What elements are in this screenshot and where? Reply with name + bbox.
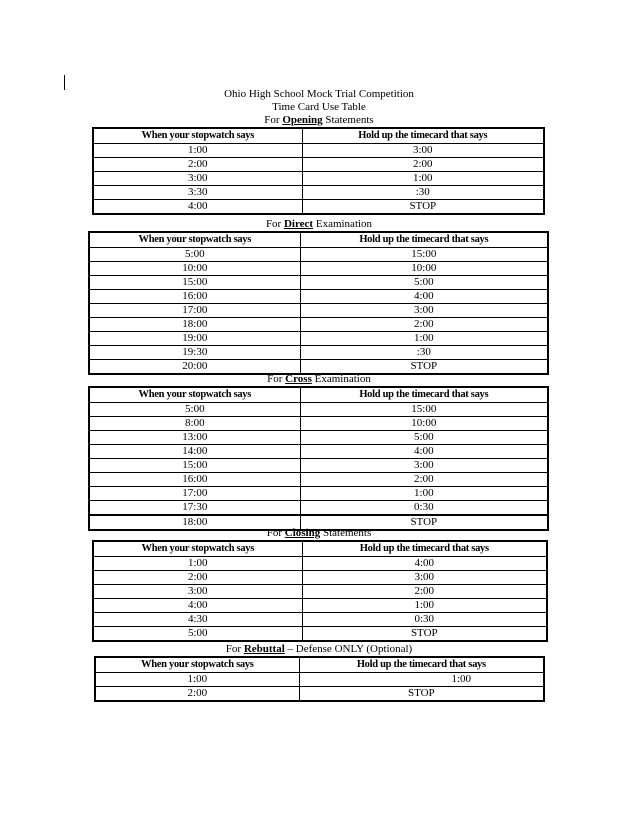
stopwatch-cell: 1:00 bbox=[93, 557, 302, 571]
table-row bbox=[93, 571, 547, 585]
stopwatch-cell: 1:00 bbox=[95, 673, 299, 687]
timecard-cell: STOP bbox=[302, 200, 544, 215]
timecard-cell: 4:00 bbox=[300, 445, 548, 459]
table-row bbox=[93, 585, 547, 599]
timecard-cell: STOP bbox=[300, 515, 548, 530]
section-keyword: Rebuttal bbox=[243, 643, 285, 655]
timecard-cell: 1:00 bbox=[302, 172, 544, 186]
timecard-cell: 1:00 bbox=[300, 332, 548, 346]
table-row bbox=[89, 346, 548, 360]
table-row bbox=[89, 262, 548, 276]
stopwatch-cell: 16:00 bbox=[89, 290, 300, 304]
timecard-cell: 10:00 bbox=[300, 417, 548, 431]
timecard-cell: 0:30 bbox=[300, 501, 548, 516]
table-header-row bbox=[93, 541, 547, 557]
table-row bbox=[89, 304, 548, 318]
table-row bbox=[93, 557, 547, 571]
timecard-cell: 5:00 bbox=[300, 276, 548, 290]
section-title-rebuttal bbox=[0, 643, 638, 655]
table-header-row bbox=[89, 387, 548, 403]
document-header bbox=[0, 88, 638, 114]
title-line-1: Ohio High School Mock Trial Competition bbox=[224, 88, 414, 100]
section-prefix: For bbox=[264, 114, 283, 126]
timecard-cell: 4:00 bbox=[300, 290, 548, 304]
section-title-opening bbox=[0, 114, 638, 126]
table-row bbox=[93, 158, 544, 172]
table-row bbox=[89, 332, 548, 346]
stopwatch-cell: 3:00 bbox=[93, 172, 302, 186]
table-row bbox=[89, 276, 548, 290]
section-prefix: For bbox=[265, 218, 284, 230]
table-row bbox=[89, 473, 548, 487]
table-row bbox=[95, 673, 544, 687]
stopwatch-cell: 3:00 bbox=[93, 585, 302, 599]
column-header-timecard: Hold up the timecard that says bbox=[299, 657, 544, 673]
table-row bbox=[93, 172, 544, 186]
table-row bbox=[89, 290, 548, 304]
stopwatch-cell: 4:00 bbox=[93, 200, 302, 215]
table-row bbox=[89, 318, 548, 332]
column-header-timecard: Hold up the timecard that says bbox=[300, 387, 548, 403]
opening-table bbox=[92, 127, 545, 215]
table-row bbox=[93, 186, 544, 200]
stopwatch-cell: 17:00 bbox=[89, 304, 300, 318]
timecard-cell: STOP bbox=[302, 627, 547, 642]
timecard-cell: 5:00 bbox=[300, 431, 548, 445]
rebuttal-table bbox=[94, 656, 545, 702]
stopwatch-cell: 10:00 bbox=[89, 262, 300, 276]
direct-table bbox=[88, 231, 549, 375]
section-prefix: For bbox=[266, 527, 285, 539]
stopwatch-cell: 5:00 bbox=[93, 627, 302, 642]
timecard-cell: STOP bbox=[300, 360, 548, 375]
stopwatch-cell: 5:00 bbox=[89, 248, 300, 262]
column-header-stopwatch: When your stopwatch says bbox=[95, 657, 299, 673]
closing-table bbox=[92, 540, 548, 642]
section-prefix: For bbox=[267, 373, 286, 385]
stopwatch-cell: 19:30 bbox=[89, 346, 300, 360]
section-keyword: Opening bbox=[282, 114, 323, 126]
table-header-row bbox=[93, 128, 544, 144]
stopwatch-cell: 20:00 bbox=[89, 360, 300, 375]
stopwatch-cell: 2:00 bbox=[93, 571, 302, 585]
stopwatch-cell: 17:30 bbox=[89, 501, 300, 516]
timecard-cell: 3:00 bbox=[300, 459, 548, 473]
timecard-cell: 15:00 bbox=[300, 403, 548, 417]
table-row bbox=[93, 613, 547, 627]
column-header-timecard: Hold up the timecard that says bbox=[302, 128, 544, 144]
table-row bbox=[93, 144, 544, 158]
section-prefix: For bbox=[225, 643, 244, 655]
stopwatch-cell: 19:00 bbox=[89, 332, 300, 346]
timecard-cell: 2:00 bbox=[300, 473, 548, 487]
table-header-row bbox=[95, 657, 544, 673]
table-row bbox=[93, 200, 544, 215]
table-row bbox=[89, 431, 548, 445]
timecard-cell: 3:00 bbox=[302, 144, 544, 158]
stopwatch-cell: 15:00 bbox=[89, 276, 300, 290]
timecard-cell: 3:00 bbox=[300, 304, 548, 318]
stopwatch-cell: 4:30 bbox=[93, 613, 302, 627]
timecard-cell: :30 bbox=[300, 346, 548, 360]
section-suffix: – Defense ONLY (Optional) bbox=[284, 643, 413, 655]
timecard-cell: 1:00 bbox=[299, 673, 544, 687]
stopwatch-cell: 14:00 bbox=[89, 445, 300, 459]
title-line-2: Time Card Use Table bbox=[272, 101, 366, 113]
section-title-direct bbox=[0, 218, 638, 230]
column-header-stopwatch: When your stopwatch says bbox=[89, 232, 300, 248]
section-suffix: Statements bbox=[322, 114, 374, 126]
timecard-cell: 2:00 bbox=[302, 158, 544, 172]
column-header-stopwatch: When your stopwatch says bbox=[93, 541, 302, 557]
timecard-cell: 2:00 bbox=[302, 585, 547, 599]
table-row bbox=[89, 501, 548, 516]
stopwatch-cell: 4:00 bbox=[93, 599, 302, 613]
timecard-cell: 0:30 bbox=[302, 613, 547, 627]
section-suffix: Examination bbox=[311, 373, 371, 385]
section-suffix: Examination bbox=[313, 218, 373, 230]
table-row bbox=[89, 360, 548, 375]
stopwatch-cell: 2:00 bbox=[93, 158, 302, 172]
table-row bbox=[95, 687, 544, 702]
column-header-stopwatch: When your stopwatch says bbox=[93, 128, 302, 144]
stopwatch-cell: 18:00 bbox=[89, 515, 300, 530]
section-keyword: Direct bbox=[283, 218, 314, 230]
section-title-closing bbox=[0, 527, 638, 539]
timecard-cell: :30 bbox=[302, 186, 544, 200]
timecard-cell: 1:00 bbox=[300, 487, 548, 501]
stopwatch-cell: 1:00 bbox=[93, 144, 302, 158]
section-title-cross bbox=[0, 373, 638, 385]
table-header-row bbox=[89, 232, 548, 248]
table-row bbox=[89, 417, 548, 431]
stopwatch-cell: 3:30 bbox=[93, 186, 302, 200]
timecard-cell: 3:00 bbox=[302, 571, 547, 585]
column-header-stopwatch: When your stopwatch says bbox=[89, 387, 300, 403]
stopwatch-cell: 5:00 bbox=[89, 403, 300, 417]
stopwatch-cell: 17:00 bbox=[89, 487, 300, 501]
table-row bbox=[89, 445, 548, 459]
section-keyword: Closing bbox=[284, 527, 321, 539]
section-keyword: Cross bbox=[285, 373, 312, 385]
stopwatch-cell: 16:00 bbox=[89, 473, 300, 487]
column-header-timecard: Hold up the timecard that says bbox=[300, 232, 548, 248]
section-suffix: Statements bbox=[320, 527, 372, 539]
timecard-cell: 2:00 bbox=[300, 318, 548, 332]
stopwatch-cell: 13:00 bbox=[89, 431, 300, 445]
timecard-cell: 1:00 bbox=[302, 599, 547, 613]
table-row bbox=[89, 459, 548, 473]
timecard-cell: 4:00 bbox=[302, 557, 547, 571]
stopwatch-cell: 2:00 bbox=[95, 687, 299, 702]
cross-table bbox=[88, 386, 549, 531]
stopwatch-cell: 18:00 bbox=[89, 318, 300, 332]
timecard-cell: 10:00 bbox=[300, 262, 548, 276]
table-row bbox=[89, 403, 548, 417]
timecard-cell: 15:00 bbox=[300, 248, 548, 262]
timecard-cell: STOP bbox=[299, 687, 544, 702]
stopwatch-cell: 8:00 bbox=[89, 417, 300, 431]
stopwatch-cell: 15:00 bbox=[89, 459, 300, 473]
table-row bbox=[89, 248, 548, 262]
table-row bbox=[89, 487, 548, 501]
table-row bbox=[93, 627, 547, 642]
table-row bbox=[93, 599, 547, 613]
column-header-timecard: Hold up the timecard that says bbox=[302, 541, 547, 557]
